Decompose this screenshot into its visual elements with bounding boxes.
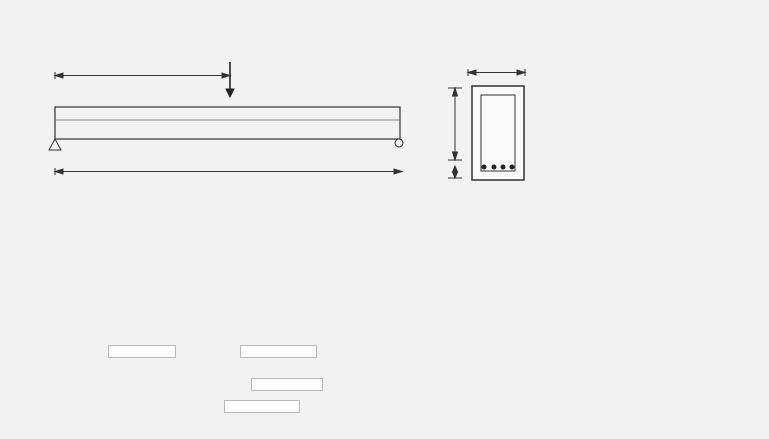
- point-load-arrow: [226, 62, 234, 97]
- l-dimension: [55, 168, 402, 175]
- w-star-input[interactable]: [108, 345, 176, 358]
- point-load-input[interactable]: [240, 345, 317, 358]
- pin-support: [49, 139, 61, 150]
- d-dimension: [448, 88, 462, 178]
- beam: [55, 107, 400, 139]
- cross-section: [472, 86, 524, 180]
- a-dimension: [55, 72, 230, 79]
- shear-force-input[interactable]: [251, 378, 323, 391]
- roller-support: [395, 139, 403, 147]
- shear-strength-input[interactable]: [224, 400, 300, 413]
- bv-dimension: [468, 69, 525, 76]
